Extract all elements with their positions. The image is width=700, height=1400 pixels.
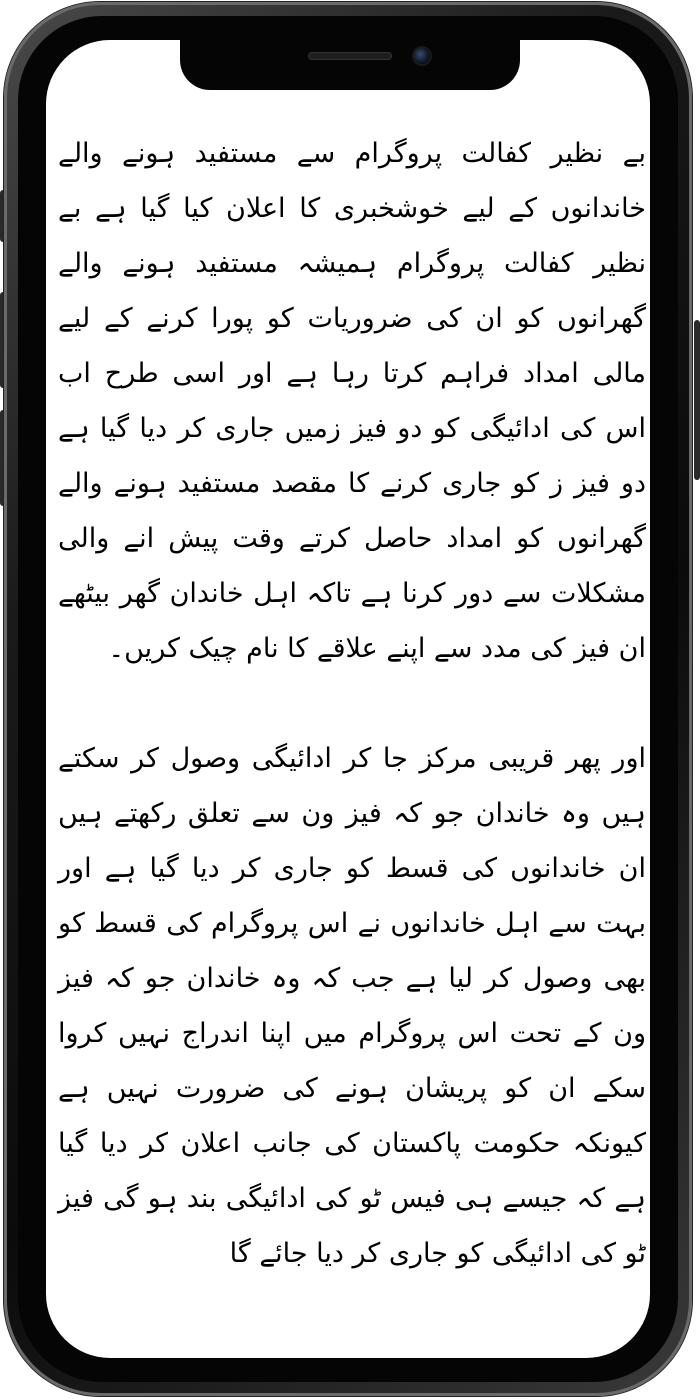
article-paragraph-1: بے نظیر کفالت پروگرام سے مستفید ہونے والے خاندانوں کے لیے خوشخبری کا اعلان کیا گیا ہے بے نظیر کفالت پروگرام ہمیشہ مستفید ہونے والے گھرانوں کو ان کی ضروریات کو پورا کرنے کے لیے مالی امداد فراہم کرتا رہا ہے اور اسی طرح اب اس کی ادائیگی کو دو فیز زمیں جاری کر دیا گیا ہے دو فیز ز کو جاری کرنے کا مقصد مستفید ہونے والے گھرانوں کو امداد حاصل کرتے وقت پیش انے والی مشکلات سے دور کرنا ہے تاکہ اہل خاندان گھر بیٹھے ان فیز کی مدد سے اپنے علاقے کا نام چیک کریں۔ bbox=[58, 138, 646, 664]
power-button bbox=[694, 320, 700, 480]
article-body bbox=[58, 126, 646, 1281]
front-camera-icon bbox=[414, 48, 430, 64]
earpiece-speaker bbox=[308, 52, 392, 60]
phone-notch bbox=[180, 40, 520, 90]
article-paragraph-2: اور پھر قریبی مرکز جا کر ادائیگی وصول کر سکتے ہیں وہ خاندان جو کہ فیز ون سے تعلق رکھتے ہیں ان خاندانوں کی قسط کو جاری کر دیا گیا ہے اور بہت سے اہل خاندانوں نے اس پروگرام کی قسط کو بھی وصول کر لیا ہے جب کہ وہ خاندان جو کہ فیز ون کے تحت اس پروگرام میں اپنا اندراج نہیں کروا سکے ان کو پریشان ہونے کی ضرورت نہیں ہے کیونکہ حکومت پاکستان کی جانب اعلان کر دیا گیا ہے کہ جیسے ہی فیس ٹو کی ادائیگی بند ہو گی فیز ٹو کی ادائیگی کو جاری کر دیا جائے گا bbox=[58, 743, 646, 1269]
